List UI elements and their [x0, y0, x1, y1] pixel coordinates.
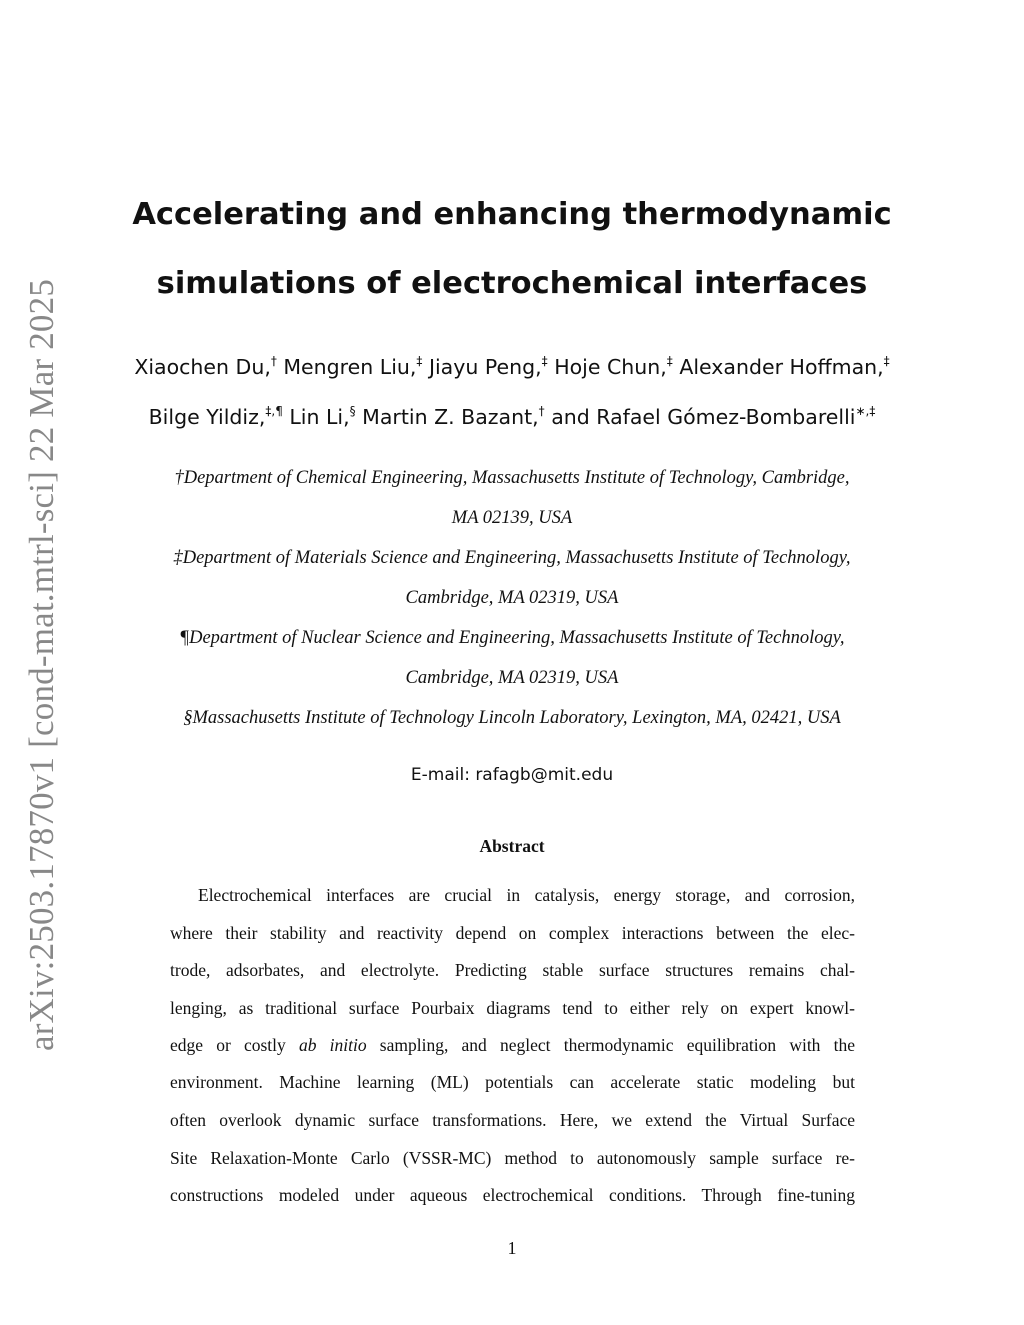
- author-name: Mengren Liu,: [283, 355, 417, 379]
- author-list-line-2: [100, 404, 924, 429]
- page-number: 1: [507, 1238, 517, 1258]
- author-name: Martin Z. Bazant,: [362, 405, 539, 429]
- affiliation-materials-science-line-2: Cambridge, MA 02319, USA: [405, 588, 619, 608]
- author-affiliation-mark: †: [538, 404, 545, 418]
- author-affiliation-mark: ‡: [416, 354, 423, 368]
- affiliation-nuclear-science-line-1: ¶Department of Nuclear Science and Engineering, Massachusetts Institute of Technology,: [179, 628, 845, 648]
- author-name: Jiayu Peng,: [428, 355, 542, 379]
- abstract-heading: Abstract: [479, 836, 545, 856]
- author-name: Lin Li,: [289, 405, 350, 429]
- author-name: Alexander Hoffman,: [679, 355, 884, 379]
- abstract-line: environment. Machine learning (ML) potentials can accelerate static modeling but: [170, 1072, 855, 1092]
- arxiv-identifier-stamp: arXiv:2503.17870v1 [cond-mat.mtrl-sci] 22 Mar 2025: [22, 278, 61, 1052]
- author-affiliation-mark: ‡: [666, 354, 673, 368]
- affiliation-lincoln-laboratory: §Massachusetts Institute of Technology Lincoln Laboratory, Lexington, MA, 02421, USA: [183, 708, 841, 728]
- abstract-line: often overlook dynamic surface transformations. Here, we extend the Virtual Surface: [170, 1110, 855, 1130]
- abstract-line: constructions modeled under aqueous electrochemical conditions. Through fine-tuning: [170, 1185, 855, 1205]
- abstract-line: Site Relaxation-Monte Carlo (VSSR-MC) method to autonomously sample surface re-: [170, 1148, 855, 1168]
- author-affiliation-mark: §: [349, 404, 356, 418]
- affiliation-chemical-engineering-line-2: MA 02139, USA: [451, 508, 573, 528]
- affiliation-nuclear-science-line-2: Cambridge, MA 02319, USA: [405, 668, 619, 688]
- affiliation-materials-science-line-1: ‡Department of Materials Science and Engineering, Massachusetts Institute of Technology,: [173, 548, 851, 568]
- author-affiliation-mark: ‡: [883, 354, 890, 368]
- author-affiliation-mark: ∗,‡: [855, 404, 876, 418]
- author-affiliation-mark: †: [270, 354, 277, 368]
- abstract-text: sampling, and neglect thermodynamic equilibration with the: [366, 1035, 856, 1055]
- paper-title-line-2: simulations of electrochemical interfaces: [156, 266, 868, 301]
- abstract-italic-term: ab initio: [298, 1035, 367, 1055]
- abstract-line: where their stability and reactivity depend on complex interactions between the elec-: [170, 923, 855, 943]
- abstract-line: [170, 1037, 855, 1055]
- author-affiliation-mark: ‡,¶: [265, 404, 283, 418]
- author-name: Hoje Chun,: [554, 355, 667, 379]
- author-name: Xiaochen Du,: [134, 355, 271, 379]
- paper-title-line-1: Accelerating and enhancing thermodynamic: [132, 197, 892, 232]
- author-list-line-1: [100, 354, 924, 379]
- abstract-line: lenging, as traditional surface Pourbaix diagrams tend to either rely on expert knowl-: [170, 998, 855, 1018]
- affiliation-chemical-engineering-line-1: †Department of Chemical Engineering, Massachusetts Institute of Technology, Cambridge,: [174, 468, 850, 488]
- abstract-text: edge or costly: [170, 1035, 299, 1055]
- author-name: and Rafael Gómez-Bombarelli: [551, 405, 856, 429]
- corresponding-email: E-mail: rafagb@mit.edu: [410, 765, 614, 785]
- abstract-line: Electrochemical interfaces are crucial in catalysis, energy storage, and corrosion,: [198, 885, 855, 905]
- author-affiliation-mark: ‡: [541, 354, 548, 368]
- abstract-line: trode, adsorbates, and electrolyte. Predicting stable surface structures remains chal-: [170, 960, 855, 980]
- author-name: Bilge Yildiz,: [148, 405, 266, 429]
